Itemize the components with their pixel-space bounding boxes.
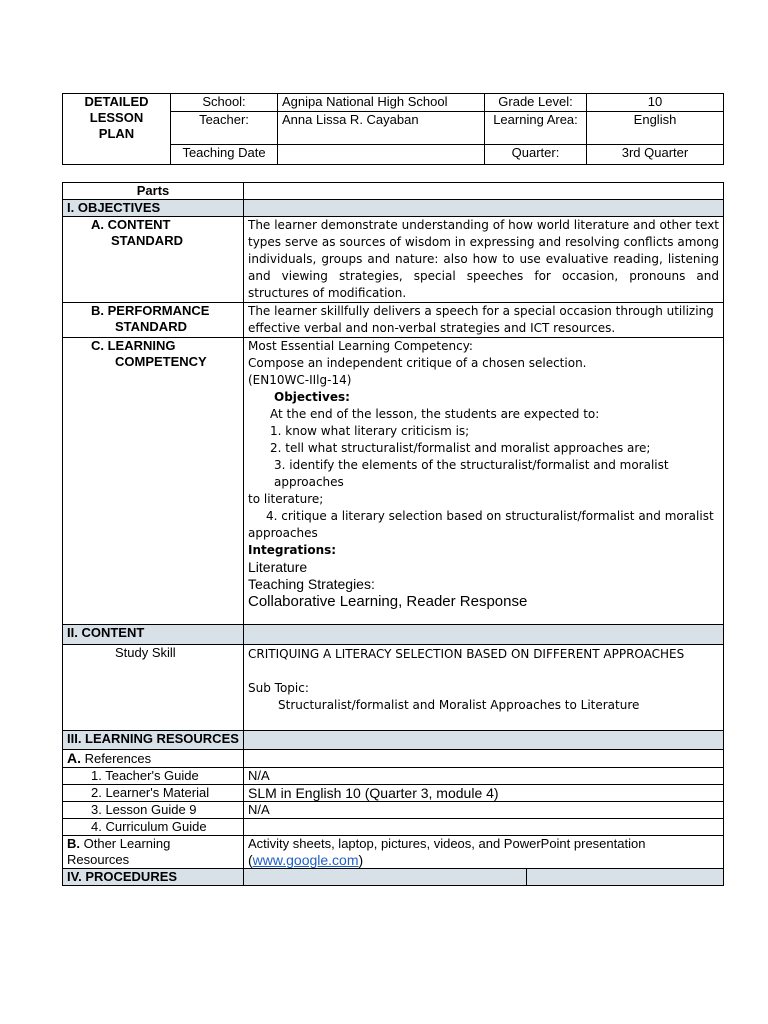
parts-header: Parts	[63, 183, 244, 200]
content-heading: II. CONTENT	[63, 625, 244, 645]
references-label: A. References	[63, 750, 244, 768]
teachers-guide-label: 1. Teacher's Guide	[63, 768, 244, 785]
lesson-guide-label: 3. Lesson Guide 9	[63, 802, 244, 819]
learners-material-label: 2. Learner's Material	[63, 785, 244, 802]
other-resources-label: B. Other Learning Resources	[63, 836, 244, 869]
teaching-date-label: Teaching Date	[171, 145, 278, 165]
content-heading-blank	[244, 625, 724, 645]
lesson-guide-value: N/A	[244, 802, 724, 819]
objective-item: 1. know what literary criticism is;	[270, 424, 470, 438]
study-skill-label: Study Skill	[63, 645, 244, 731]
title-line: PLAN	[98, 126, 135, 141]
learning-resources-heading-blank	[244, 731, 724, 750]
objective-item: 4. critique a literary selection based on structuralist/formalist and moralist	[266, 509, 714, 523]
curriculum-guide-label: 4. Curriculum Guide	[63, 819, 244, 836]
performance-standard-label: B. PERFORMANCE STANDARD	[63, 303, 244, 338]
quarter-value: 3rd Quarter	[587, 145, 724, 165]
procedures-blank-1	[244, 869, 527, 886]
references-blank	[244, 750, 724, 768]
learning-competency-text: Most Essential Learning Competency: Compose an independent critique of a chosen selection. (EN10WC-IIlg-14) Objectives: At the end of the lesson, the students are expected to: 1. know what literary criticism is; 2. tell what structuralist/formalist and moralist approaches are; 3. identify the elements of the structuralist/formalist and moralist approaches to literature; 4. critique a literary selection based on structuralist/formalist and moralist approaches Integrations: Literature Teaching Strategies: Collaborative Learning, Reader Response	[244, 338, 724, 625]
objective-item: 3. identify the elements of the structuralist/formalist and moralist approaches	[274, 458, 669, 489]
other-resources-value: Activity sheets, laptop, pictures, videos, and PowerPoint presentation (www.google.com)	[244, 836, 724, 869]
objective-item: 2. tell what structuralist/formalist and moralist approaches are;	[270, 441, 651, 455]
teachers-guide-value: N/A	[244, 768, 724, 785]
teacher-value: Anna Lissa R. Cayaban	[278, 112, 485, 145]
teaching-date-value	[278, 145, 485, 165]
learning-competency-label: C. LEARNING COMPETENCY	[63, 338, 244, 625]
title-line: DETAILED	[84, 94, 149, 109]
learning-resources-heading: III. LEARNING RESOURCES	[63, 731, 244, 750]
quarter-label: Quarter:	[485, 145, 587, 165]
google-link[interactable]: www.google.com	[252, 852, 359, 868]
learners-material-value: SLM in English 10 (Quarter 3, module 4)	[244, 785, 724, 802]
content-standard-text: The learner demonstrate understanding of how world literature and other text types serve as sources of wisdom in expressing and resolving conflicts among individuals, groups and nature: also how to use evaluative reading, listening and viewing strategies, special speeches for occasion, pronouns and structures of modification.	[244, 217, 724, 303]
procedures-heading: IV. PROCEDURES	[63, 869, 244, 886]
document-title	[63, 94, 171, 165]
procedures-blank-2	[527, 869, 724, 886]
objectives-heading-blank	[244, 200, 724, 217]
school-value: Agnipa National High School	[278, 94, 485, 112]
learning-area-value: English	[587, 112, 724, 145]
parts-header-blank	[244, 183, 724, 200]
performance-standard-text: The learner skillfully delivers a speech for a special occasion through utilizing effective verbal and non-verbal strategies and ICT resources.	[244, 303, 724, 338]
objectives-heading: I. OBJECTIVES	[63, 200, 244, 217]
lesson-plan-body-table	[62, 182, 724, 886]
teacher-label: Teacher:	[171, 112, 278, 145]
study-skill-text: CRITIQUING A LITERACY SELECTION BASED ON DIFFERENT APPROACHES Sub Topic: Structuralist/formalist and Moralist Approaches to Literature	[244, 645, 724, 731]
curriculum-guide-value	[244, 819, 724, 836]
school-label: School:	[171, 94, 278, 112]
learning-area-label: Learning Area:	[485, 112, 587, 145]
grade-level-value: 10	[587, 94, 724, 112]
lesson-plan-header-table	[62, 93, 724, 165]
title-line: LESSON	[89, 110, 144, 125]
content-standard-label: A. CONTENT STANDARD	[63, 217, 244, 303]
grade-level-label: Grade Level:	[485, 94, 587, 112]
